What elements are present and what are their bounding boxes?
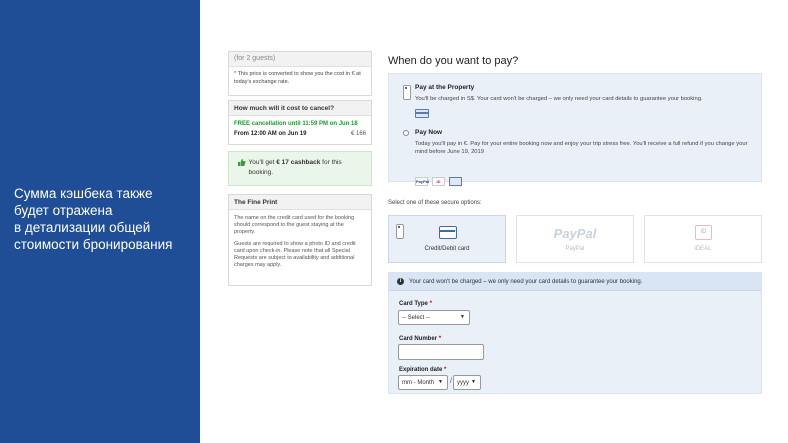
cashback-text	[249, 158, 364, 179]
blue-side-panel	[0, 0, 200, 443]
date-separator: /	[450, 378, 452, 385]
method-paypal[interactable]	[516, 215, 634, 263]
caption-line-3: в детализации общей	[14, 220, 151, 235]
payment-column	[388, 55, 762, 182]
fine-print-title: The Fine Print	[229, 195, 371, 210]
cancellation-fee-amount: € 166	[350, 131, 366, 137]
card-form	[388, 272, 762, 394]
fine-print-box	[228, 194, 372, 286]
cashback-amount: € 17 cashback	[276, 159, 321, 166]
ideal-label: iDEAL	[694, 246, 712, 252]
exchange-note: * This price is converted to show you the cost in € at today's exchange rate.	[234, 71, 361, 85]
caption-line-4: стоимости бронирования	[14, 237, 173, 252]
card-number-input[interactable]	[398, 344, 484, 360]
payment-title: When do you want to pay?	[388, 55, 519, 67]
ideal-logo-icon: iD	[695, 225, 712, 240]
card-type-value: -- Select --	[402, 315, 431, 321]
expiration-date-label: Expiration date *	[399, 367, 447, 373]
paypal-mini-icon: PayPal	[416, 179, 430, 184]
paypal-logo-icon: PayPal	[553, 226, 597, 241]
chevron-down-icon: ▼	[471, 379, 476, 385]
caption-text	[14, 185, 196, 253]
secure-options-label: Select one of these secure options:	[388, 200, 482, 206]
cashback-icon	[237, 158, 249, 179]
info-icon: i	[397, 278, 404, 285]
cancellation-fee-label: From 12:00 AM on Jun 19	[234, 131, 307, 137]
credit-card-icon	[439, 226, 457, 239]
credit-card-radio[interactable]	[396, 224, 404, 239]
card-type-select[interactable]	[398, 310, 470, 325]
cancellation-title: How much will it cost to cancel?	[229, 101, 371, 116]
pay-now-logos	[415, 177, 462, 186]
payment-methods	[388, 215, 762, 263]
cashback-box	[228, 151, 372, 186]
pay-now-title: Pay Now	[415, 129, 443, 136]
ideal-mini-icon: iD	[432, 177, 445, 186]
price-box	[228, 51, 372, 96]
free-cancellation-text: FREE cancellation until 11:59 PM on Jun 18	[234, 121, 358, 127]
caption-line-2: будет отражена	[14, 203, 113, 218]
card-number-label: Card Number *	[399, 336, 442, 342]
expiration-year-value: yyyy	[457, 380, 469, 386]
payment-options-box	[388, 73, 762, 182]
caption-line-1: Сумма кэшбека также	[14, 186, 153, 201]
booking-summary-column	[228, 51, 372, 286]
paypal-label: PayPal	[565, 246, 585, 252]
credit-card-label: Credit/Debit card	[424, 246, 470, 252]
credit-card-icon	[415, 109, 429, 118]
cancellation-box	[228, 100, 372, 145]
method-ideal[interactable]	[644, 215, 762, 263]
card-mini-icon	[449, 177, 462, 186]
pay-now-desc: Today you'll pay in €. Pay for your entire booking now and enjoy your trip stress free. You'll receive a full refund if you change your mind before June 19, 2019	[415, 141, 748, 155]
pay-at-property-radio[interactable]	[403, 85, 411, 100]
cashback-prefix: You'll get	[248, 159, 275, 166]
chevron-down-icon: ▼	[460, 314, 465, 320]
cashback-suffix: for this booking.	[248, 159, 342, 176]
card-info-bar	[389, 273, 761, 291]
pay-at-property-title: Pay at the Property	[415, 84, 475, 91]
expiration-month-value: mm - Month	[402, 380, 435, 386]
card-info-text: Your card won't be charged – we only need your card details to guarantee your booking.	[409, 278, 643, 285]
expiration-year-select[interactable]	[453, 375, 481, 390]
cancellation-fee-row	[229, 127, 371, 137]
card-type-label: Card Type *	[399, 301, 432, 307]
fine-print-paragraph-2: Guests are required to show a photo ID and credit card upon check-in. Please note that all Special Requests are subject to availability and additional charges may apply.	[234, 241, 356, 268]
pay-now-radio[interactable]	[403, 130, 409, 136]
pay-at-property-desc: You'll be charged in S$. Your card won't be charged – we only need your card details to guarantee your booking.	[415, 96, 703, 102]
expiration-month-select[interactable]	[398, 375, 448, 390]
fine-print-paragraph-1: The name on the credit card used for the booking should correspond to the guest staying at the property.	[234, 215, 355, 235]
chevron-down-icon: ▼	[438, 379, 443, 385]
guests-count: (for 2 guests)	[229, 52, 371, 67]
method-credit-card[interactable]	[388, 215, 506, 263]
